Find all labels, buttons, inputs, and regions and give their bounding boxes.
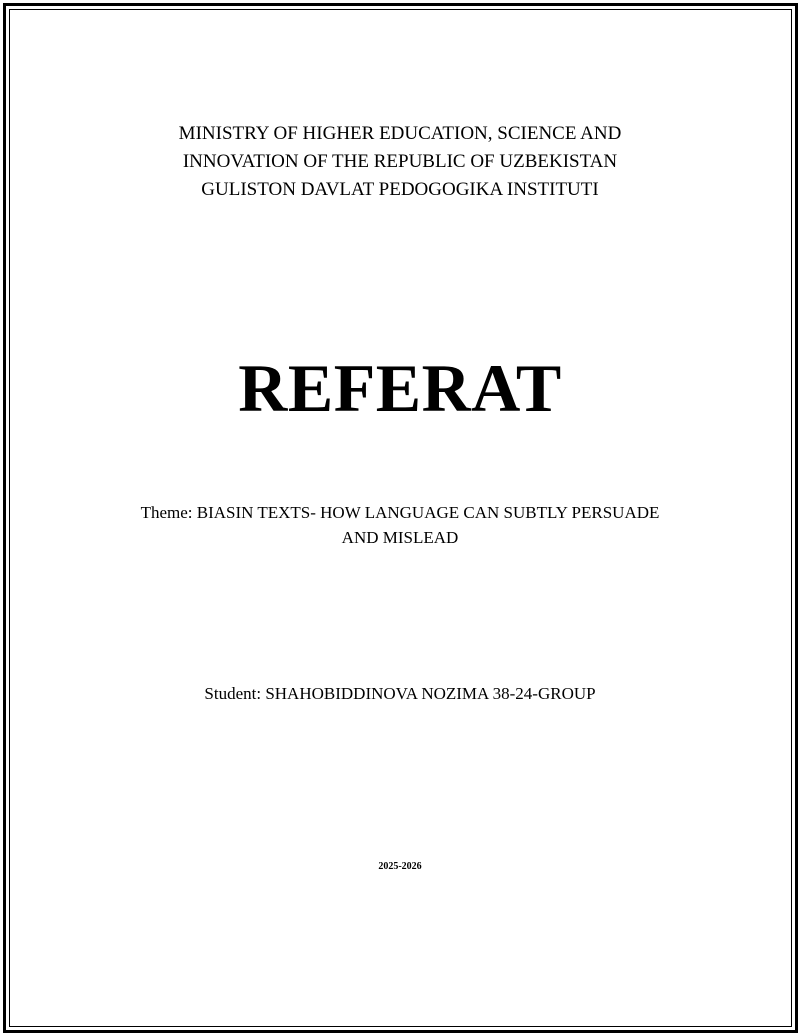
header-line-3: GULISTON DAVLAT PEDOGOGIKA INSTITUTI — [201, 179, 599, 200]
theme-line-2: AND MISLEAD — [341, 528, 459, 547]
theme-block — [0, 500, 800, 550]
header-line-2: INNOVATION OF THE REPUBLIC OF UZBEKISTAN — [182, 151, 618, 172]
header-line-1: MINISTRY OF HIGHER EDUCATION, SCIENCE AND — [178, 123, 622, 144]
document-title: REFERAT — [238, 350, 562, 426]
theme-line-1: Theme: BIASIN TEXTS- HOW LANGUAGE CAN SUBTLY PERSUADE — [140, 503, 660, 522]
student-info: Student: SHAHOBIDDINOVA NOZIMA 38-24-GROUP — [204, 684, 596, 703]
institution-header — [0, 120, 800, 204]
academic-year: 2025-2026 — [378, 861, 422, 872]
